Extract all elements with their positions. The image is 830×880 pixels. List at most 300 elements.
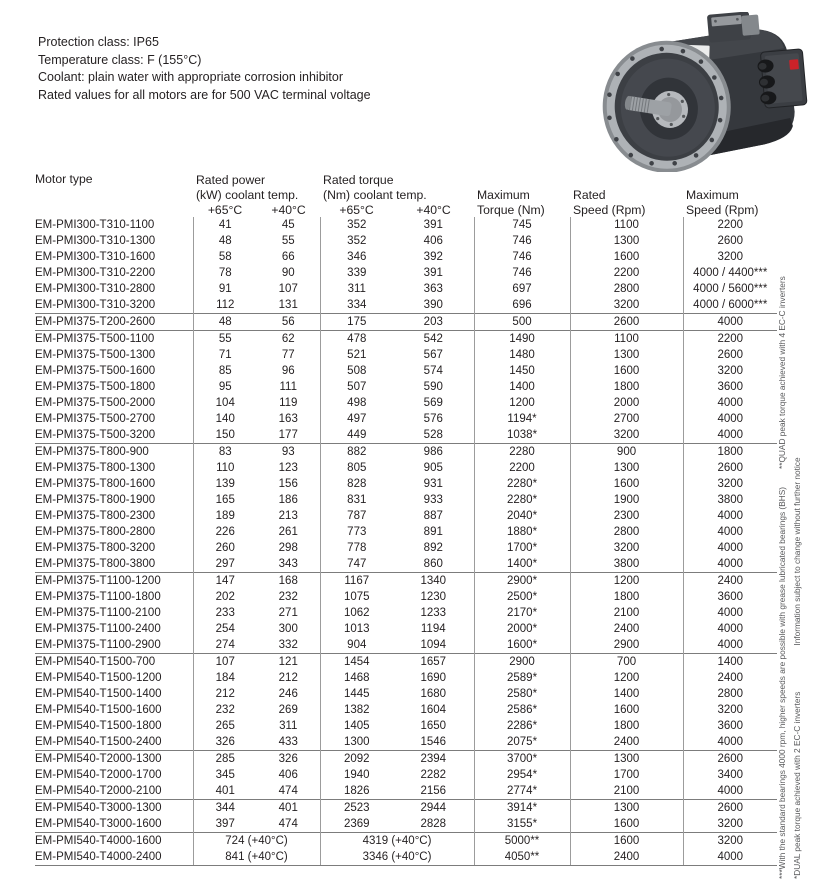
cell-m: EM-PMI375-T1100-2900 — [35, 639, 161, 651]
cell-rs: 2700 — [570, 411, 683, 427]
cell-rs: 1900 — [570, 492, 683, 508]
cell-p65: 401 — [193, 783, 257, 800]
cell-t40: 2394 — [393, 751, 474, 768]
cell-mt: 1194* — [474, 411, 570, 427]
cell-t65: 352 — [320, 233, 393, 249]
cell-t65: 1405 — [320, 718, 393, 734]
cell-p40: 96 — [281, 365, 295, 377]
cell-mt: 1700* — [474, 540, 570, 556]
cell-m: EM-PMI540-T1500-1600 — [35, 704, 162, 716]
cell-p65: 104 — [193, 395, 257, 411]
cell-p40: 406 — [278, 769, 298, 781]
cell-p65: 397 — [193, 816, 257, 833]
cell-m: EM-PMI540-T2000-1300 — [35, 751, 193, 768]
cell-p65: 326 — [193, 734, 257, 751]
cell-t40: 391 — [423, 219, 443, 231]
table-row — [35, 217, 777, 233]
cell-t65: 778 — [320, 540, 393, 556]
cell-t65: 787 — [320, 508, 393, 524]
cell-mt: 2589* — [474, 670, 570, 686]
cell-p40: 300 — [278, 623, 298, 635]
cell-t40: 1230 — [420, 591, 447, 603]
cell-t65: 498 — [320, 395, 393, 411]
cell-rs: 1400 — [570, 686, 683, 702]
cell-rs: 2300 — [570, 508, 683, 524]
cell-p: 841 (+40°C) — [193, 849, 320, 866]
cell-mt: 2900 — [474, 654, 570, 671]
cell-mt: 2954* — [474, 767, 570, 783]
cell-ms: 3200 — [683, 249, 777, 265]
header-rated-speed-line1: Rated — [573, 188, 606, 202]
cell-t: 3346 (+40°C) — [320, 849, 474, 866]
cell-ms: 4000 — [683, 395, 777, 411]
cell-rs: 2600 — [570, 314, 683, 331]
header-rated-speed-line2: Speed (Rpm) — [573, 203, 646, 217]
table-row — [35, 621, 777, 637]
cell-p65: 78 — [193, 265, 257, 281]
header-power-unit: (kW) coolant temp. — [196, 188, 299, 202]
cell-t65: 1382 — [320, 702, 393, 718]
cell-p65: 202 — [193, 589, 257, 605]
table-row — [35, 573, 777, 590]
cell-t40: 986 — [393, 444, 474, 461]
header-motor-type: Motor type — [35, 172, 93, 186]
cell-t65: 828 — [320, 476, 393, 492]
cell-m: EM-PMI540-T1500-700 — [35, 654, 193, 671]
header-torque-40: +40°C — [416, 203, 451, 217]
cell-mt: 2040* — [474, 508, 570, 524]
cell-ms: 3600 — [683, 589, 777, 605]
side-note-bearings-text: ***With the standard bearings 4000 rpm, higher speeds are possible with grease lubricated bearings (BHS) — [777, 486, 787, 879]
cell-m: EM-PMI375-T1100-1800 — [35, 591, 161, 603]
cell-t40: 2282 — [420, 769, 447, 781]
cell-p40: 186 — [278, 494, 298, 506]
cell-p40: 111 — [279, 381, 297, 393]
cell-p65: 150 — [193, 427, 257, 444]
cell-p40: 246 — [278, 688, 298, 700]
cell-p40: 213 — [278, 510, 298, 522]
cell-t65: 904 — [320, 637, 393, 654]
cell-m: EM-PMI375-T500-1600 — [35, 365, 156, 377]
cell-t65: 1826 — [320, 783, 393, 800]
cell-ms: 4000 — [683, 508, 777, 524]
cell-rs: 1600 — [570, 833, 683, 850]
cell-mt: 1480 — [474, 347, 570, 363]
side-note-dual-text: *DUAL peak torque achieved with 2 EC-C inverters — [792, 691, 802, 879]
header-power-65: +65°C — [207, 203, 243, 217]
cell-mt: 5000** — [474, 833, 570, 850]
cell-p65: 48 — [193, 233, 257, 249]
table-row — [35, 816, 777, 833]
cell-mt: 2170* — [474, 605, 570, 621]
cell-m: EM-PMI375-T800-1300 — [35, 462, 156, 474]
cell-p40: 163 — [278, 413, 298, 425]
cell-m: EM-PMI375-T800-1600 — [35, 478, 156, 490]
cell-mt: 4050** — [474, 849, 570, 866]
cell-t40: 931 — [423, 478, 443, 490]
cell-t40: 392 — [423, 251, 443, 263]
header-torque-65: +65°C — [339, 203, 374, 217]
cell-p65: 165 — [193, 492, 257, 508]
cell-t65: 334 — [320, 297, 393, 314]
cell-t65: 2092 — [320, 751, 393, 768]
cell-p40: 123 — [278, 462, 298, 474]
cell-ms: 2200 — [683, 331, 777, 348]
cell-t65: 882 — [320, 444, 393, 461]
cell-p40: 168 — [257, 573, 320, 590]
cell-m: EM-PMI375-T800-3200 — [35, 542, 156, 554]
cell-t40: 892 — [423, 542, 443, 554]
cell-ms: 2200 — [683, 217, 777, 233]
cell-t65: 1454 — [320, 654, 393, 671]
cell-mt: 3700* — [474, 751, 570, 768]
cell-ms: 2800 — [683, 686, 777, 702]
cell-p65: 265 — [193, 718, 257, 734]
cell-t40: 933 — [423, 494, 443, 506]
cell-rs: 1600 — [570, 702, 683, 718]
cell-p40: 107 — [278, 283, 298, 295]
cell-rs: 2800 — [570, 524, 683, 540]
cell-rs: 2900 — [570, 637, 683, 654]
cell-mt: 2774* — [474, 783, 570, 800]
cell-p65: 58 — [193, 249, 257, 265]
cell-m: EM-PMI375-T800-900 — [35, 444, 193, 461]
table-row — [35, 637, 777, 654]
cell-rs: 1300 — [570, 233, 683, 249]
cell-t40: 2944 — [393, 800, 474, 817]
cell-t65: 449 — [320, 427, 393, 444]
cell-p40: 332 — [278, 639, 298, 651]
cell-t40: 528 — [423, 429, 443, 441]
cell-ms: 4000 — [683, 621, 777, 637]
cell-ms: 4000 — [683, 734, 777, 751]
cell-ms: 2600 — [683, 751, 777, 768]
cell-ms: 1800 — [683, 444, 777, 461]
cell-p65: 297 — [193, 556, 257, 573]
cell-ms: 4000 — [683, 605, 777, 621]
side-note-quad-text: **QUAD peak torque achieved with 4 EC-C inverters — [777, 276, 787, 469]
table-row — [35, 540, 777, 556]
cell-ms: 4000 — [683, 556, 777, 573]
cell-t40: 390 — [423, 299, 443, 311]
cell-p65: 226 — [193, 524, 257, 540]
cell-m: EM-PMI375-T500-3200 — [35, 429, 156, 441]
cell-rs: 3200 — [570, 297, 683, 314]
table-row — [35, 314, 777, 331]
cell-t40: 887 — [423, 510, 443, 522]
cell-mt: 2586* — [474, 702, 570, 718]
cell-rs: 900 — [570, 444, 683, 461]
header-rated-power: Rated power — [196, 173, 266, 187]
header-max-speed-line2: Speed (Rpm) — [686, 203, 759, 217]
cell-t40: 567 — [423, 349, 443, 361]
cell-ms: 4000 — [683, 314, 777, 331]
cell-t40: 2156 — [420, 785, 447, 797]
cell-t40: 1604 — [420, 704, 447, 716]
table-row — [35, 556, 777, 573]
cell-t40: 1657 — [393, 654, 474, 671]
cell-rs: 2100 — [570, 605, 683, 621]
cell-ms: 3600 — [683, 379, 777, 395]
info-line-coolant: Coolant: plain water with appropriate corrosion inhibitor — [38, 70, 344, 84]
cell-p65: 139 — [193, 476, 257, 492]
cell-m: EM-PMI540-T2000-2100 — [35, 785, 162, 797]
cell-p65: 254 — [193, 621, 257, 637]
cell-t65: 478 — [320, 331, 393, 348]
cell-mt: 2500* — [474, 589, 570, 605]
brand-label-red — [789, 59, 799, 70]
cell-t65: 508 — [320, 363, 393, 379]
table-row — [35, 281, 777, 297]
cell-t65: 773 — [320, 524, 393, 540]
cell-p40: 212 — [278, 672, 298, 684]
table-row — [35, 670, 777, 686]
cell-p65: 83 — [193, 444, 257, 461]
cell-ms: 3600 — [683, 718, 777, 734]
table-row — [35, 718, 777, 734]
cell-t65: 497 — [320, 411, 393, 427]
cell-p40: 45 — [281, 219, 295, 231]
cell-ms: 2400 — [683, 670, 777, 686]
cell-p40: 401 — [257, 800, 320, 817]
cell-mt: 500 — [474, 314, 570, 331]
cell-m: EM-PMI300-T310-2200 — [35, 267, 156, 279]
cell-p40: 261 — [278, 526, 298, 538]
cell-p40: 156 — [278, 478, 298, 490]
cell-p65: 285 — [193, 751, 257, 768]
cell-p40: 55 — [281, 235, 295, 247]
spec-table — [35, 172, 777, 866]
cell-p65: 85 — [193, 363, 257, 379]
table-row — [35, 524, 777, 540]
header-torque-unit: (Nm) coolant temp. — [323, 188, 427, 202]
cell-t40: 391 — [423, 267, 443, 279]
cell-t40: 203 — [393, 314, 474, 331]
cell-p65: 344 — [193, 800, 257, 817]
cell-t40: 1094 — [420, 639, 447, 651]
table-row — [35, 783, 777, 800]
cell-t65: 521 — [320, 347, 393, 363]
cell-p40: 298 — [278, 542, 298, 554]
cell-mt: 1450 — [474, 363, 570, 379]
cell-rs: 1300 — [570, 751, 683, 768]
cell-m: EM-PMI375-T800-2300 — [35, 510, 156, 522]
cell-t65: 747 — [320, 556, 393, 573]
cell-p65: 140 — [193, 411, 257, 427]
table-row — [35, 605, 777, 621]
cell-p65: 48 — [193, 314, 257, 331]
cell-m: EM-PMI540-T1500-1800 — [35, 720, 162, 732]
cell-m: EM-PMI375-T1100-2100 — [35, 607, 161, 619]
cell-t40: 1680 — [420, 688, 447, 700]
cell-t40: 590 — [423, 381, 443, 393]
cell-rs: 2400 — [570, 849, 683, 866]
cell-rs: 1200 — [570, 573, 683, 590]
table-row — [35, 460, 777, 476]
cell-t65: 1940 — [320, 767, 393, 783]
cell-p65: 184 — [193, 670, 257, 686]
cell-m: EM-PMI375-T200-2600 — [35, 314, 193, 331]
table-row — [35, 233, 777, 249]
cell-m: EM-PMI375-T500-2000 — [35, 397, 156, 409]
cell-ms: 4000 — [683, 524, 777, 540]
cell-m: EM-PMI375-T500-1300 — [35, 349, 156, 361]
cell-p40: 131 — [278, 299, 298, 311]
cell-rs: 1100 — [570, 331, 683, 348]
cell-p65: 345 — [193, 767, 257, 783]
cell-p65: 189 — [193, 508, 257, 524]
cell-rs: 1600 — [570, 363, 683, 379]
cell-m: EM-PMI540-T1500-1200 — [35, 672, 162, 684]
cell-mt: 2200 — [474, 460, 570, 476]
cell-rs: 2800 — [570, 281, 683, 297]
cell-p65: 232 — [193, 702, 257, 718]
cell-p40: 77 — [281, 349, 295, 361]
cell-t40: 891 — [423, 526, 443, 538]
table-row — [35, 395, 777, 411]
cell-rs: 3800 — [570, 556, 683, 573]
cell-p65: 107 — [193, 654, 257, 671]
cell-rs: 1700 — [570, 767, 683, 783]
cell-p40: 90 — [281, 267, 295, 279]
cell-m: EM-PMI375-T500-2700 — [35, 413, 156, 425]
cell-mt: 1600* — [474, 637, 570, 654]
header-max-torque-line2: Torque (Nm) — [477, 203, 545, 217]
table-row — [35, 849, 777, 866]
cell-t65: 1468 — [320, 670, 393, 686]
cell-t65: 2523 — [320, 800, 393, 817]
cell-p65: 71 — [193, 347, 257, 363]
cell-t40: 576 — [423, 413, 443, 425]
cell-mt: 3155* — [474, 816, 570, 833]
cell-m: EM-PMI375-T800-2800 — [35, 526, 156, 538]
cell-mt: 2580* — [474, 686, 570, 702]
cell-mt: 2075* — [474, 734, 570, 751]
cell-m: EM-PMI540-T3000-1300 — [35, 800, 193, 817]
cell-ms: 4000 — [683, 849, 777, 866]
table-row — [35, 347, 777, 363]
cell-m: EM-PMI375-T800-3800 — [35, 558, 156, 570]
table-row — [35, 800, 777, 817]
cell-rs: 700 — [570, 654, 683, 671]
table-row — [35, 508, 777, 524]
cell-p40: 269 — [278, 704, 298, 716]
cell-mt: 3914* — [474, 800, 570, 817]
cell-rs: 1600 — [570, 816, 683, 833]
cell-m: EM-PMI375-T800-1900 — [35, 494, 156, 506]
cell-rs: 2400 — [570, 734, 683, 751]
table-row — [35, 686, 777, 702]
cell-p40: 232 — [278, 591, 298, 603]
cell-mt: 746 — [474, 233, 570, 249]
cell-rs: 1300 — [570, 347, 683, 363]
cell-m: EM-PMI375-T500-1100 — [35, 331, 193, 348]
cell-mt: 2000* — [474, 621, 570, 637]
cell-m: EM-PMI375-T1100-2400 — [35, 623, 161, 635]
cell-p40: 93 — [257, 444, 320, 461]
cell-t40: 363 — [423, 283, 443, 295]
cell-p40: 311 — [279, 720, 298, 732]
cell-p65: 91 — [193, 281, 257, 297]
cell-p65: 274 — [193, 637, 257, 654]
side-note-bearings — [776, 276, 788, 879]
side-note-info-text: Information subject to change without further notice — [792, 457, 802, 646]
cell-m: EM-PMI540-T4000-2400 — [35, 849, 193, 866]
cell-p40: 343 — [278, 558, 298, 570]
cell-rs: 1100 — [570, 217, 683, 233]
cell-p40: 121 — [257, 654, 320, 671]
cell-m: EM-PMI540-T4000-1600 — [35, 833, 193, 850]
cell-ms: 3400 — [683, 767, 777, 783]
cell-t: 4319 (+40°C) — [320, 833, 474, 850]
cell-mt: 1880* — [474, 524, 570, 540]
header-max-speed-line1: Maximum — [686, 188, 739, 202]
cell-mt: 2286* — [474, 718, 570, 734]
cell-p40: 62 — [257, 331, 320, 348]
table-row — [35, 249, 777, 265]
cell-t65: 831 — [320, 492, 393, 508]
cell-m: EM-PMI300-T310-2800 — [35, 283, 156, 295]
table-row — [35, 702, 777, 718]
cell-mt: 1200 — [474, 395, 570, 411]
cell-m: EM-PMI300-T310-1300 — [35, 235, 156, 247]
cell-p65: 260 — [193, 540, 257, 556]
cell-rs: 1300 — [570, 800, 683, 817]
cell-m: EM-PMI300-T310-3200 — [35, 299, 156, 311]
cell-t65: 175 — [320, 314, 393, 331]
cell-t65: 1445 — [320, 686, 393, 702]
cell-ms: 3200 — [683, 476, 777, 492]
cell-ms: 2600 — [683, 800, 777, 817]
cell-ms: 4000 — [683, 427, 777, 444]
cell-mt: 745 — [474, 217, 570, 233]
motor-product-photo — [598, 12, 820, 172]
cell-ms: 1400 — [683, 654, 777, 671]
cell-t65: 346 — [320, 249, 393, 265]
table-row — [35, 427, 777, 444]
cell-t40: 1340 — [393, 573, 474, 590]
cell-ms: 4000 — [683, 637, 777, 654]
cell-ms: 4000 / 6000*** — [683, 297, 777, 314]
cell-m: EM-PMI540-T1500-1400 — [35, 688, 162, 700]
cell-t40: 1233 — [420, 607, 447, 619]
spec-table-body — [35, 217, 777, 866]
cell-m: EM-PMI300-T310-1600 — [35, 251, 156, 263]
table-row — [35, 265, 777, 281]
cell-p40: 433 — [278, 736, 298, 748]
cell-t40: 406 — [423, 235, 443, 247]
cell-t40: 860 — [423, 558, 443, 570]
cell-p65: 233 — [193, 605, 257, 621]
cell-ms: 3800 — [683, 492, 777, 508]
cell-t65: 1167 — [320, 573, 393, 590]
cell-t65: 507 — [320, 379, 393, 395]
cell-ms: 2600 — [683, 233, 777, 249]
cell-p40: 474 — [278, 785, 298, 797]
table-row — [35, 476, 777, 492]
cell-t65: 339 — [320, 265, 393, 281]
table-row — [35, 331, 777, 348]
cell-p65: 112 — [193, 297, 257, 314]
table-row — [35, 751, 777, 768]
cell-t40: 542 — [393, 331, 474, 348]
table-row — [35, 492, 777, 508]
cell-ms: 3200 — [683, 816, 777, 833]
cell-rs: 2000 — [570, 395, 683, 411]
table-row — [35, 833, 777, 850]
cell-m: EM-PMI540-T3000-1600 — [35, 818, 162, 830]
cell-p65: 95 — [193, 379, 257, 395]
